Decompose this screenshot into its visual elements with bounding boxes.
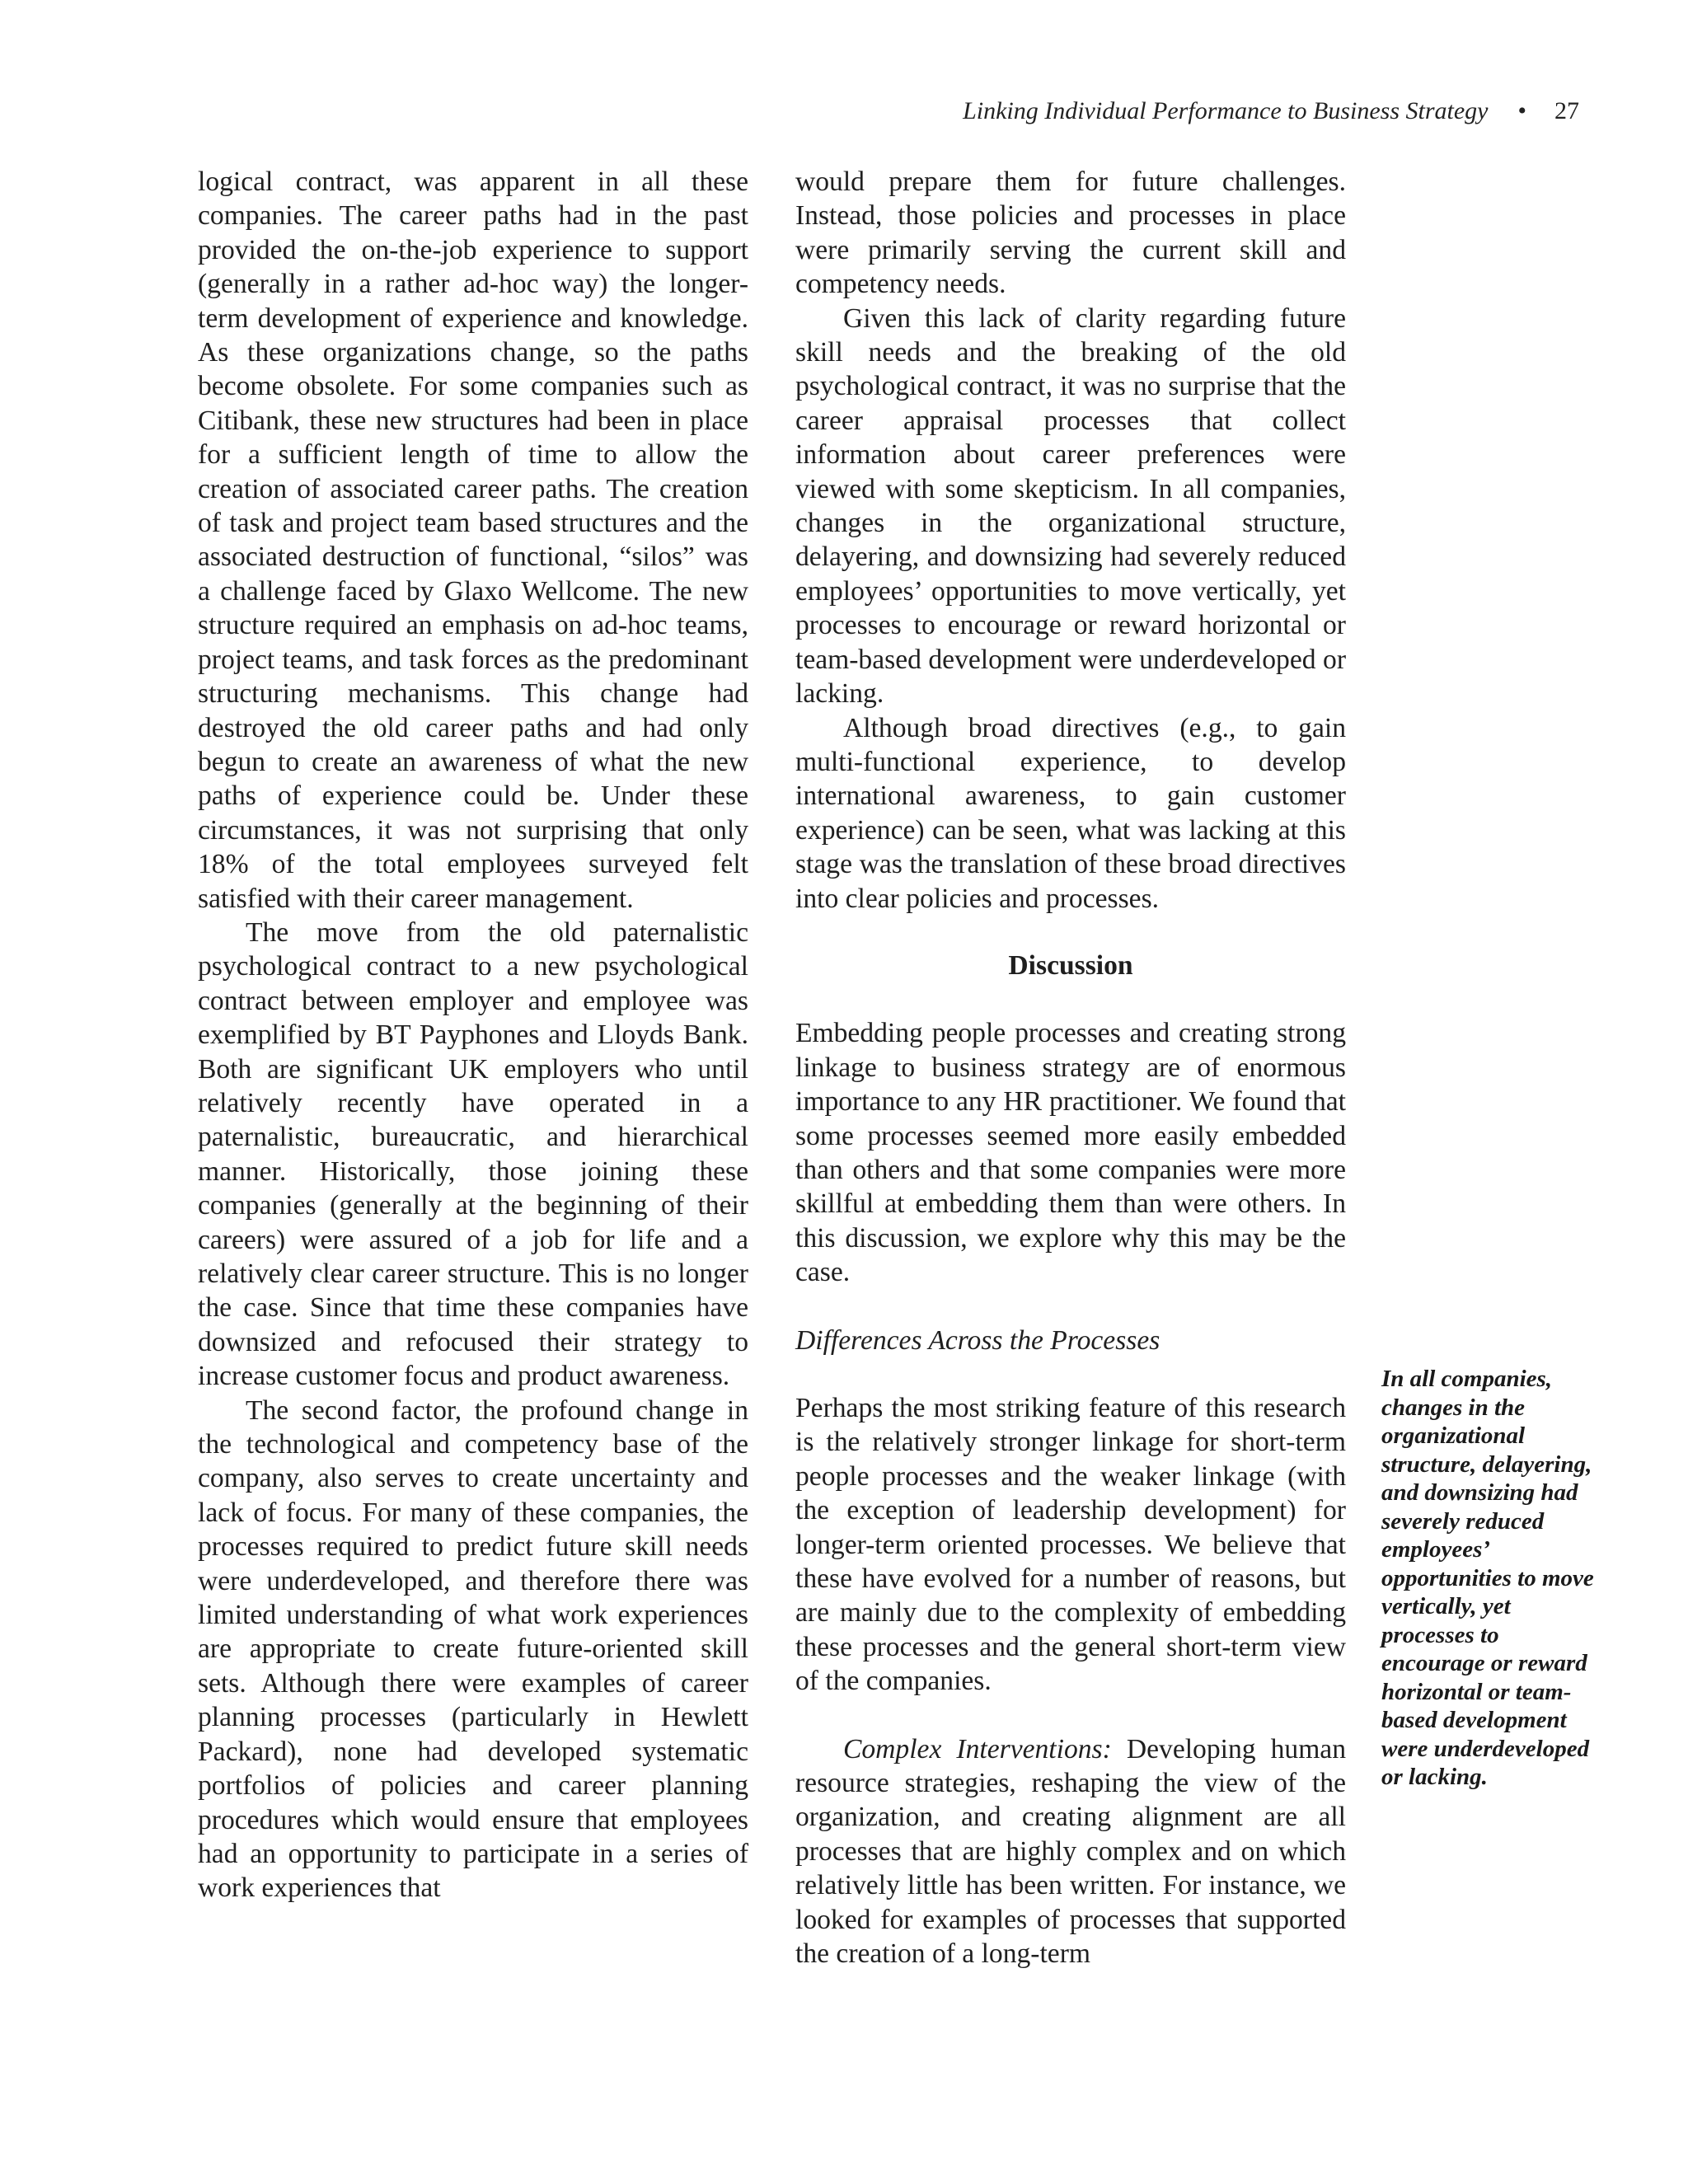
pull-quote: In all companies, changes in the organizational structure, delayering, and downsizing had severely reduced employees’ opportunities to move vertically, yet processes to encourage or reward horizontal or team-based development were underdeveloped or lacking.	[1381, 1366, 1594, 1790]
right-paragraph-6	[795, 1732, 1346, 1971]
running-head-bullet: •	[1517, 97, 1526, 124]
subsection-heading: Differences Across the Processes	[795, 1324, 1160, 1356]
right-column	[795, 165, 1346, 1971]
running-head-title: Linking Individual Performance to Business Strategy	[963, 97, 1489, 124]
page-number: 27	[1554, 97, 1579, 124]
left-column	[198, 165, 748, 1905]
left-paragraph-1: logical contract, was apparent in all these companies. The career paths had in the past provided the on-the-job experience to support (generally in a rather ad-hoc way) the longer-term development of experience and knowledge. As these organizations change, so the paths become obsolete. For some companies such as Citibank, these new structures had been in place for a sufficient length of time to allow the creation of associated career paths. The creation of task and project team based structures and the associated destruction of functional, “silos” was a challenge faced by Glaxo Wellcome. The new structure required an emphasis on ad-hoc teams, project teams, and task forces as the predominant structuring mechanisms. This change had destroyed the old career paths and had only begun to create an awareness of what the new paths of experience could be. Under these circumstances, it was not surprising that only 18% of the total employees surveyed felt satisfied with their career management.	[198, 166, 748, 914]
right-paragraph-5: Perhaps the most striking feature of this research is the relatively stronger linkage for short-term people processes and the weaker linkage (with the exception of leadership development) for longer-term oriented processes. We believe that these have evolved for a number of reasons, but are mainly due to the complexity of embedding these processes and the general short-term view of the companies.	[795, 1393, 1346, 1697]
left-paragraph-3: The second factor, the profound change in the technological and competency base of the company, also serves to create uncertainty and lack of focus. For many of these companies, the processes required to predict future skill needs were underdeveloped, and therefore there was limited understanding of what work experiences are appropriate to create future-oriented skill sets. Although there were examples of career planning processes (particularly in Hewlett Packard), none had developed systematic portfolios of policies and career planning procedures which would ensure that employees had an opportunity to participate in a series of work experiences that	[198, 1394, 748, 1904]
right-paragraph-2: Given this lack of clarity regarding future skill needs and the breaking of the old psychological contract, it was no surprise that the career appraisal processes that collect information about career preferences were viewed with some skepticism. In all companies, changes in the organizational structure, delayering, and downsizing had severely reduced employees’ opportunities to move vertically, yet processes to encourage or reward horizontal or team-based development were underdeveloped or lacking.	[795, 302, 1346, 710]
right-paragraph-3: Although broad directives (e.g., to gain multi-functional experience, to develop international awareness, to gain customer experience) can be seen, what was lacking at this stage was the translation of these broad directives into clear policies and processes.	[795, 712, 1346, 914]
running-head	[963, 97, 1579, 125]
run-in-heading: Complex Interventions:	[843, 1733, 1112, 1765]
right-paragraph-6-text: Developing human resource strategies, reshaping the view of the organization, and creating alignment are all processes that are highly complex and on which relatively little has been written. For instance, we looked for examples of processes that supported the creation of a long-term	[795, 1733, 1346, 1970]
right-paragraph-4: Embedding people processes and creating strong linkage to business strategy are of enormous importance to any HR practitioner. We found that some processes seemed more easily embedded than others and that some companies were more skillful at embedding them than were others. In this discussion, we explore why this may be the case.	[795, 1018, 1346, 1288]
section-heading-discussion: Discussion	[1008, 949, 1133, 981]
left-paragraph-2: The move from the old paternalistic psychological contract to a new psychological contract between employer and employee was exemplified by BT Payphones and Lloyds Bank. Both are significant UK employers who until relatively recently have operated in a paternalistic, bureaucratic, and hierarchical manner. Historically, those joining these companies (generally at the beginning of their careers) were assured of a job for life and a relatively clear career structure. This is no longer the case. Since that time these companies have downsized and refocused their strategy to increase customer focus and product awareness.	[198, 916, 748, 1392]
right-paragraph-1: would prepare them for future challenges. Instead, those policies and processes in place were primarily serving the current skill and competency needs.	[795, 166, 1346, 300]
